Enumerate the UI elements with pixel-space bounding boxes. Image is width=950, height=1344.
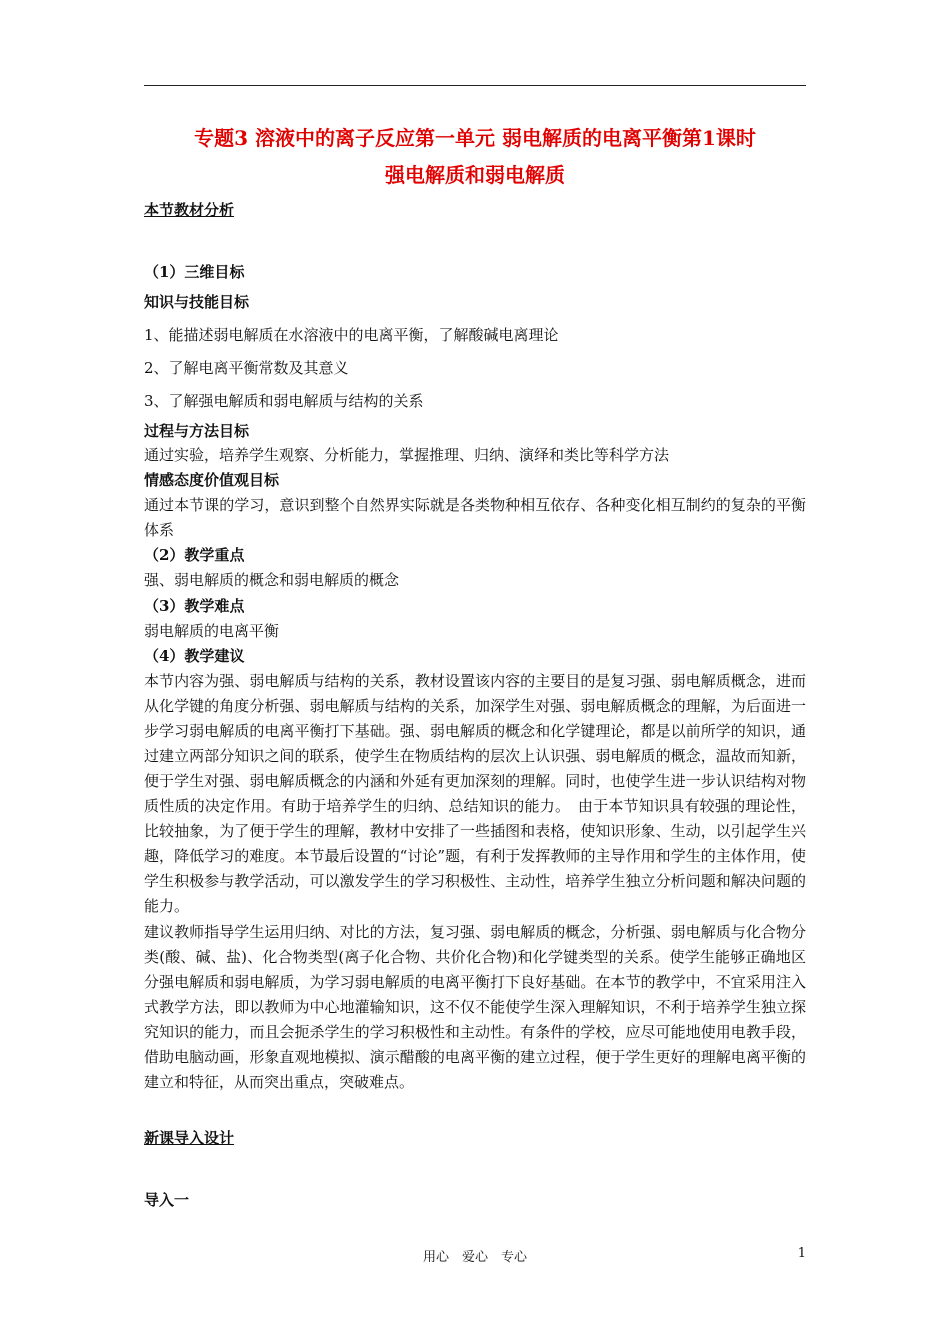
suggestion-heading: （4）教学建议 [144,647,245,665]
section-heading-analysis: 本节教材分析 [144,201,235,219]
process-heading: 过程与方法目标 [144,422,250,440]
emotion-heading: 情感态度价值观目标 [144,471,280,489]
knowledge-heading: 知识与技能目标 [144,293,250,311]
suggestion-paragraph-2: 建议教师指导学生运用归纳、对比的方法，复习强、弱电解质的概念，分析强、弱电解质与化合物分类(酸、碱、盐)、化合物类型(离子化合物、共价化合物)和化学键类型的关系。使学生能够正确地区分强电解质和弱电解质，为学习弱电解质的电离平衡打下良好基础。在本节的教学中，不宜采用注入式教学方法，即以教师为中心地灌输知识，这不仅不能使学生深入理解知识，不利于培养学生独立探究知识的能力，而且会扼杀学生的学习积极性和主动性。有条件的学校，应尽可能地使用电教手段，借助电脑动画，形象直观地模拟、演示醋酸的电离平衡的建立过程，便于学生更好的理解电离平衡的建立和特征，从而突出重点，突破难点。 [144,923,806,1091]
knowledge-item: 3、了解强电解质和弱电解质与结构的关系 [144,392,424,410]
key-heading: （2）教学重点 [144,546,245,564]
document-title: 专题3 溶液中的离子反应第一单元 弱电解质的电离平衡第1课时 [194,126,756,150]
emotion-text: 通过本节课的学习，意识到整个自然界实际就是各类物种相互依存、各种变化相互制约的复杂的平衡体系 [144,496,806,539]
document-subtitle: 强电解质和弱电解质 [385,163,565,187]
suggestion-paragraph-1: 本节内容为强、弱电解质与结构的关系，教材设置该内容的主要目的是复习强、弱电解质概念，进而从化学键的角度分析强、弱电解质与结构的关系，加深学生对强、弱电解质概念的理解，为后面进一步学习弱电解质的电离平衡打下基础。强、弱电解质的概念和化学键理论，都是以前所学的知识，通过建立两部分知识之间的联系，使学生在物质结构的层次上认识强、弱电解质的概念，温故而知新，便于学生对强、弱电解质概念的内涵和外延有更加深刻的理解。同时，也使学生进一步认识结构对物质性质的决定作用。有助于培养学生的归纳、总结知识的能力。 由于本节知识具有较强的理论性，比较抽象，为了便于学生的理解，教材中安排了一些插图和表格，使知识形象、生动，以引起学生兴趣，降低学习的难度。本节最后设置的“讨论”题，有利于发挥教师的主导作用和学生的主体作用，使学生积极参与教学活动，可以激发学生的学习积极性、主动性，培养学生独立分析问题和解决问题的能力。 [144,672,806,915]
key-text: 强、弱电解质的概念和弱电解质的概念 [144,571,400,589]
section-heading-intro-design: 新课导入设计 [144,1129,235,1147]
difficulty-heading: （3）教学难点 [144,597,245,615]
header-rule [144,85,806,86]
difficulty-text: 弱电解质的电离平衡 [144,622,280,640]
intro-one-heading: 导入一 [144,1191,190,1209]
goals-heading: （1）三维目标 [144,263,245,281]
page-footer [144,1246,806,1268]
process-text: 通过实验，培养学生观察、分析能力，掌握推理、归纳、演绎和类比等科学方法 [144,446,670,464]
page-number: 1 [797,1246,806,1261]
knowledge-item: 1、能描述弱电解质在水溶液中的电离平衡，了解酸碱电离理论 [144,326,559,344]
footer-motto: 用心 爱心 专心 [422,1250,527,1265]
knowledge-item: 2、了解电离平衡常数及其意义 [144,359,349,377]
